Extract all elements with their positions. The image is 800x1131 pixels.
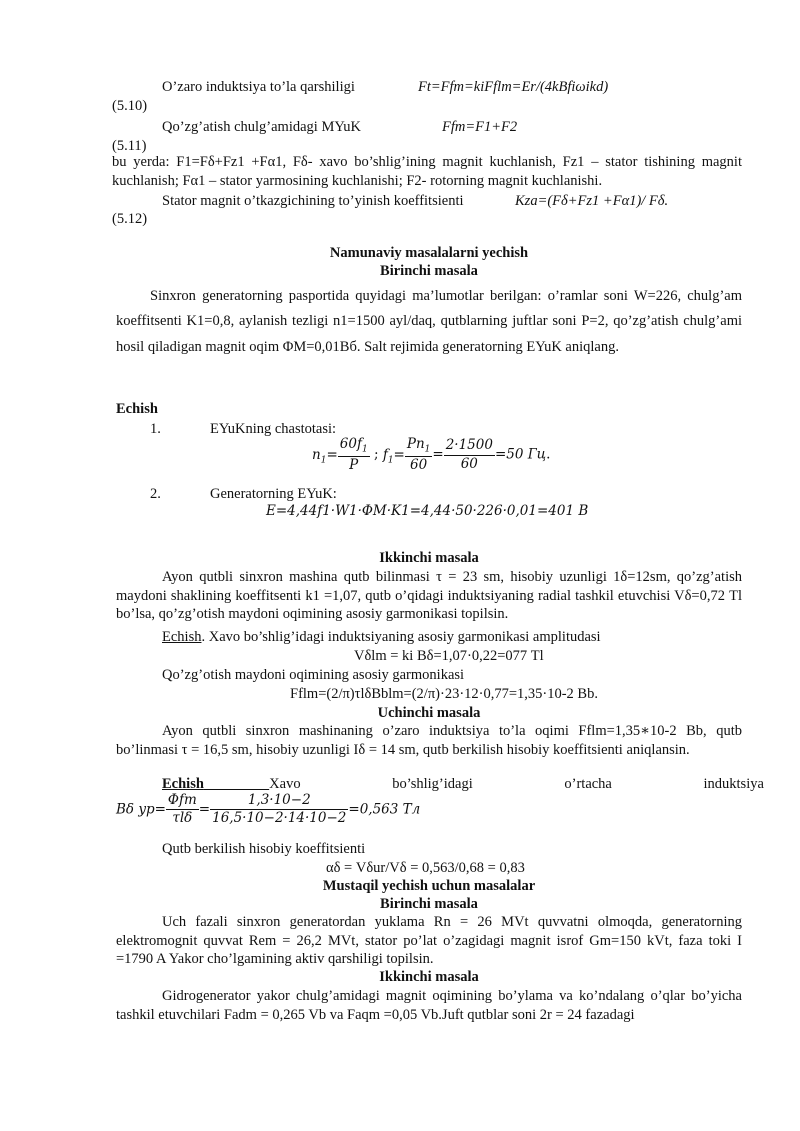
emf-formula: E=4,44f1·W1·ΦM·K1=4,44·50·226·0,01=401 В — [266, 503, 589, 519]
saturation-coef-label: Stator magnit o’tkazgichining to’yinish koeffitsienti — [162, 193, 464, 209]
section-subtitle: Ikkinchi masala — [379, 969, 479, 985]
section-title: Uchinchi masala — [377, 705, 481, 721]
problem-text: Uch fazali sinxron generatordan yuklama Rn = 26 MVt quvvatni olmoqda, generatorning elektromognit quvvat Rem = 26,2 MVt, stator po’lat o’zagidagi magnit isrof Gm=150 kVt, faza toki I =1790 A Yakor cho’lgamining aktiv qarshiligi topilsin. — [116, 914, 742, 968]
saturation-coef-formula: Kza=(Fδ+Fz1 +Fα1)/ Fδ. — [515, 193, 669, 209]
solution-line — [162, 775, 764, 794]
equation-number: (5.10) — [112, 98, 148, 114]
section-subtitle: Birinchi masala — [380, 263, 478, 279]
section-title: Namunaviy masalalarni yechish — [329, 245, 529, 261]
problem-text: Gidrogenerator yakor chulg’amidagi magnit oqimining bo’ylama va ko’ndalang o’qlar bo’yicha tashkil etuvchilari Fadm = 0,265 Vb va Faqm =0,05 Vb.Juft qutblar soni 2r = 24 fazadagi — [116, 988, 742, 1023]
step-text: EYuKning chastotasi: — [210, 421, 337, 437]
equation-number: (5.11) — [112, 138, 147, 154]
problem-text: Ayon qutbli sinxron mashinaning o’zaro induktsiya to’la oqimi Fflm=1,35∗10-2 Bb, qutb bo’linmasi τ = 16,5 sm, hisobiy uzunligi Iδ = 14 sm, qutb berkilish hisobiy koeffitsienti aniqlansin. — [116, 723, 742, 758]
mutual-inductance-formula: Ft=Ffm=kiFflm=Er/(4kBfiωikd) — [418, 79, 609, 95]
problem-text: Ayon qutbli sinxron mashina qutb bilinmasi τ = 23 sm, hisobiy uzunligi 1δ=12sm, qo’zg’atish maydoni shaklining koeffitsenti k1 =1,07, qutb o’qidagi induktsiyaning radial tashkil etuvchisi Vδ=0,72 Tl bo’lsa, qo’zg’otish maydoni oqimining asosiy garmonikasi topilsin. — [116, 569, 742, 623]
solution-line: Qutb berkilish hisobiy koeffitsienti — [162, 841, 366, 857]
solution-text: Xavo bo’shlig’idagi o’rtacha induktsiya — [269, 776, 764, 792]
section-title: Mustaqil yechish uchun masalalar — [322, 878, 536, 894]
step-text: Generatorning EYuK: — [210, 486, 337, 502]
section-title: Ikkinchi masala — [379, 550, 479, 566]
induction-formula: Vδlm = ki Bδ=1,07·0,22=077 Tl — [354, 648, 544, 664]
solution-label: Echish — [162, 776, 204, 792]
mutual-inductance-label: O’zaro induktsiya to’la qarshiligi — [162, 79, 355, 95]
solution-text: . Xavo bo’shlig’idagi induktsiyaning asosiy garmonikasi amplitudasi — [201, 629, 601, 645]
mmf-label: Qo’zg’atish chulg’amidagi MYuK — [162, 119, 361, 135]
solution-label: Echish — [162, 629, 202, 645]
problem-text: Sinxron generatorning pasportida quyidagi ma’lumotlar berilgan: o’ramlar soni W=226, chulg’am koeffitsenti K1=0,8, aylanish tezligi n1=1500 ayl/daq, qutblarning juftlar soni P=2, qo’zg’atish chulg’ami hosil qiladigan magnit oqim ΦM=0,01Вб. Salt rejimida generatorning EYuK aniqlang. — [116, 288, 742, 355]
step-number: 1. — [150, 421, 161, 437]
average-induction-formula: Bδ yp= $\frac{\text{Φfm}}{\text{τlδ}}$ = $\frac{1,3\cdot 10-2}{16,5\cdot 10-2\cdot 14\cdot 10-2}$ =0,563 Тл — [116, 792, 421, 827]
mmf-formula: Ffm=F1+F2 — [442, 119, 518, 135]
section-subtitle: Birinchi masala — [380, 896, 478, 912]
where-paragraph: bu yerda: F1=Fδ+Fz1 +Fα1, Fδ- xavo bo’shlig’ining magnit kuchlanish, Fz1 – stator tishining magnit kuchlanish; Fα1 – stator yarmosining kuchlanishi; F2- rotorning magnit kuchlanishi. — [112, 154, 742, 189]
step-number: 2. — [150, 486, 161, 502]
solution-line: Qo’zg’otish maydoni oqimining asosiy garmonikasi — [162, 667, 465, 683]
frequency-formula: $n_1=$ $\frac{60f_1}{P}$ ; $f_1=$ $\frac{Pn_1}{60}$ = $\frac{2\cdot 1500}{60}$ =50 Гц. — [312, 436, 551, 474]
coef-formula: αδ = Vδur/Vδ = 0,563/0,68 = 0,83 — [326, 860, 525, 876]
solution-line — [162, 628, 601, 647]
flux-formula: Fflm=(2/π)τlδBblm=(2/π)·23·12·0,77=1,35·10-2 Bb. — [290, 686, 598, 702]
solution-label: Echish — [116, 401, 158, 417]
equation-number: (5.12) — [112, 211, 148, 227]
